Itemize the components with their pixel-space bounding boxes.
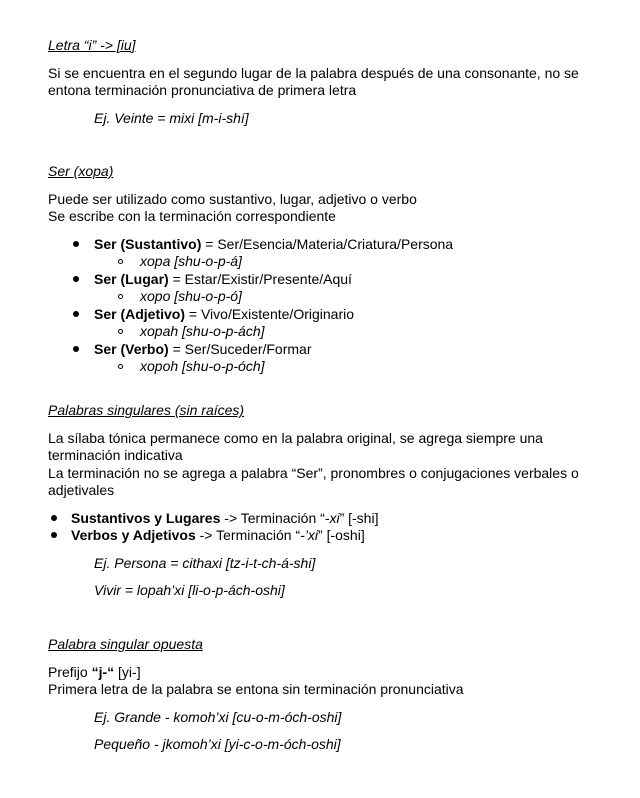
paragraph-line: La sílaba tónica permanece como en la palabra original, se agrega siempre una [48, 430, 543, 446]
paragraph-line: adjetivales [48, 482, 115, 498]
list-item [94, 341, 311, 358]
paragraph-line: La terminación no se agrega a palabra “Ser”, pronombres o conjugaciones verbales o [48, 465, 579, 481]
list-item-term: Ser (Adjetivo) [94, 306, 186, 322]
paragraph-line [48, 664, 141, 681]
sub-list-item: xopah [shu-o-p-ách] [140, 323, 265, 339]
sub-bullet-icon [118, 294, 123, 299]
paragraph-line: Se escribe con la terminación correspondiente [48, 208, 336, 224]
sub-bullet-icon [118, 329, 123, 334]
bullet-icon [73, 311, 79, 317]
bullet-icon [73, 346, 79, 352]
bullet-icon [73, 276, 79, 282]
list-item-text: -> Terminación “ [195, 527, 301, 543]
paragraph-line: Si se encuentra en el segundo lugar de la palabra después de una consonante, no se [48, 65, 579, 81]
list-item-term: Ser (Verbo) [94, 341, 169, 357]
paragraph-line: Puede ser utilizado como sustantivo, lugar, adjetivo o verbo [48, 191, 417, 207]
example-line: Ej. Veinte = mixi [m-i-shí] [94, 110, 249, 126]
list-item [94, 236, 453, 253]
bullet-icon [51, 515, 57, 521]
list-item-term: Verbos y Adjetivos [71, 527, 196, 543]
paragraph-line: entona terminación pronunciativa de primera letra [48, 82, 357, 98]
prefix-pronunciation: [yi-] [114, 664, 141, 680]
list-item [94, 306, 354, 323]
list-item [94, 271, 352, 288]
list-item [71, 527, 365, 544]
example-line: Vivir = lopah’xi [li-o-p-ách-oshi] [94, 582, 285, 598]
bullet-icon [51, 532, 57, 538]
list-item-text: ” [-shi] [339, 510, 379, 526]
section-heading-letra-i: Letra “i” -> [iu] [48, 37, 136, 53]
list-item-text: -> Terminación “ [220, 510, 325, 526]
section-heading-palabra-opuesta: Palabra singular opuesta [48, 636, 203, 652]
sub-bullet-icon [118, 259, 123, 264]
list-item-term: Ser (Lugar) [94, 271, 169, 287]
list-item-text: ” [-oshi] [318, 527, 365, 543]
prefix-label: Prefijo [48, 664, 92, 680]
example-line: Ej. Grande - komoh’xi [cu-o-m-óch-oshi] [94, 709, 342, 725]
list-item-definition: = Estar/Existir/Presente/Aquí [168, 271, 352, 287]
list-item-term: Ser (Sustantivo) [94, 236, 202, 252]
bullet-icon [73, 241, 79, 247]
sub-list-item: xopa [shu-o-p-á] [140, 253, 242, 269]
section-heading-ser: Ser (xopa) [48, 163, 114, 179]
section-heading-palabras-singulares: Palabras singulares (sin raíces) [48, 402, 245, 418]
example-line: Pequeño - jkomoh’xi [yi-c-o-m-óch-oshi] [94, 736, 341, 752]
list-item [71, 510, 378, 527]
paragraph-line: terminación indicativa [48, 447, 183, 463]
list-item-definition: = Vivo/Existente/Originario [185, 306, 355, 322]
prefix-value: “j-“ [91, 664, 115, 680]
sub-bullet-icon [118, 364, 123, 369]
paragraph-line: Primera letra de la palabra se entona sin terminación pronunciativa [48, 681, 464, 697]
sub-list-item: xopoh [shu-o-p-óch] [140, 358, 265, 374]
list-item-suffix: -’xi [300, 527, 319, 543]
example-line: Ej. Persona = cithaxi [tz-i-t-ch-á-shi] [94, 555, 316, 571]
list-item-term: Sustantivos y Lugares [71, 510, 221, 526]
list-item-suffix: -xi [324, 510, 340, 526]
list-item-definition: = Ser/Suceder/Formar [168, 341, 312, 357]
sub-list-item: xopo [shu-o-p-ó] [140, 288, 242, 304]
list-item-definition: = Ser/Esencia/Materia/Criatura/Persona [201, 236, 454, 252]
